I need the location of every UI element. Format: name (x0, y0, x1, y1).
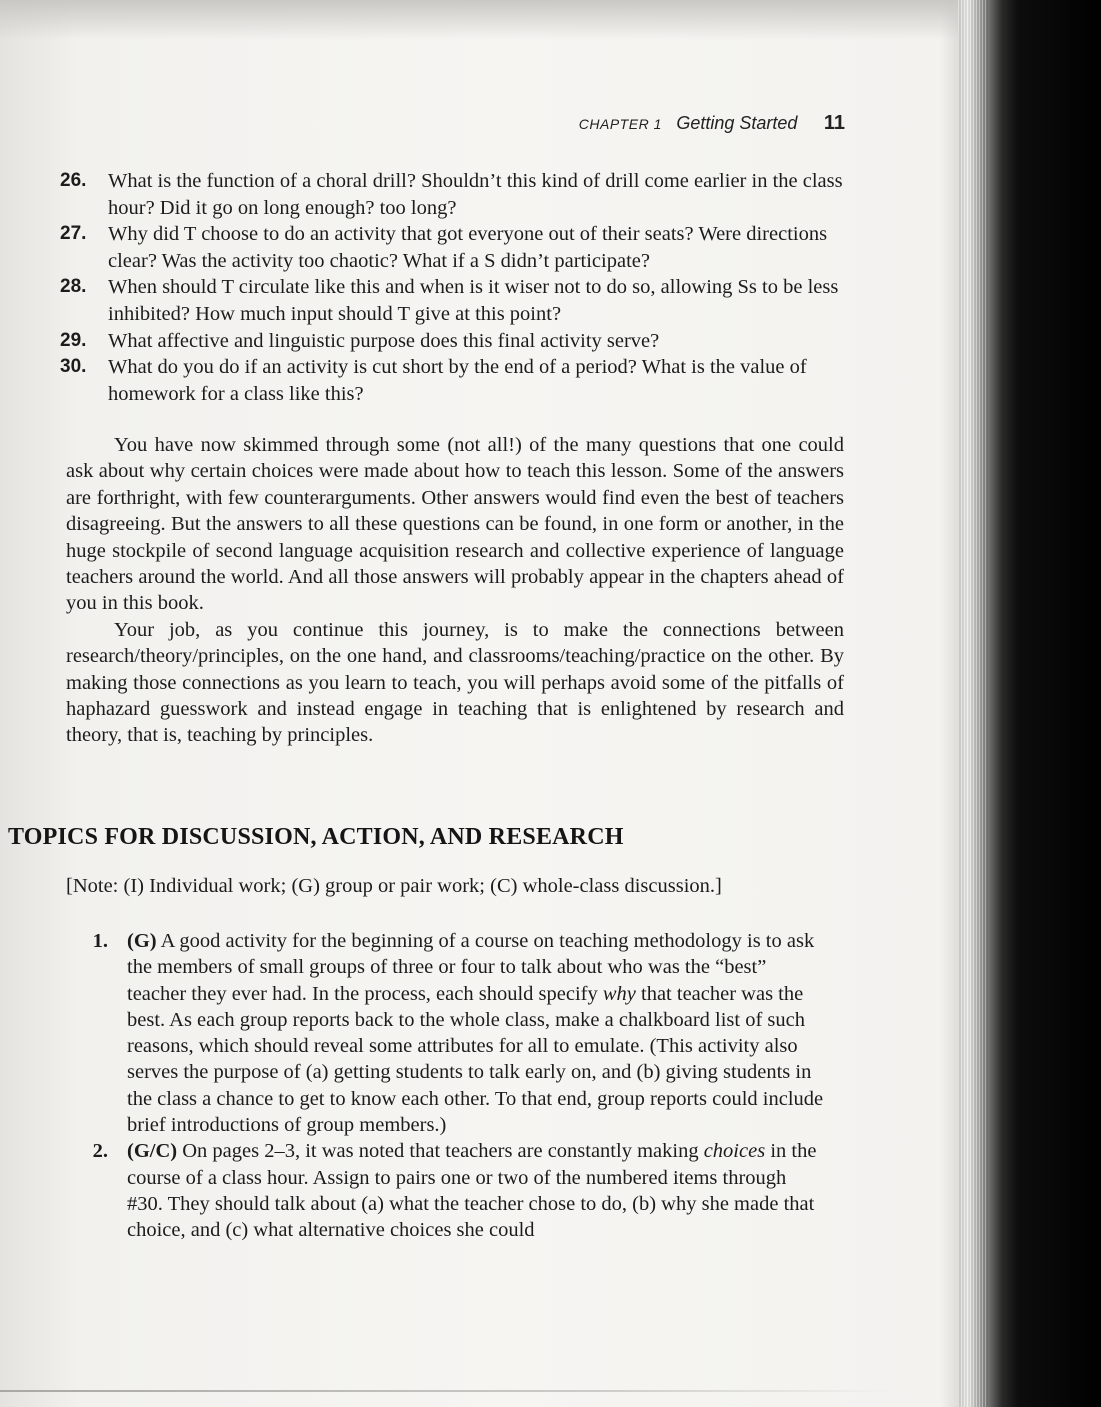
page-stack-lines (958, 0, 988, 1407)
question-number: 28. (60, 276, 87, 298)
body-text (66, 432, 844, 749)
topic-emphasis: why (602, 982, 636, 1005)
question-item (60, 354, 860, 407)
running-head (540, 112, 845, 138)
question-number: 30. (60, 356, 87, 378)
topic-text-part: A good activity for the beginning of a course on teaching methodology is to ask the members of small groups of three or four to talk about who was the “best” teacher they ever had. In the process, each should specify (127, 930, 815, 1005)
topic-item (88, 1138, 848, 1243)
chapter-label: CHAPTER 1 (578, 116, 662, 132)
question-item (60, 168, 860, 221)
topic-text-part: On pages 2–3, it was noted that teachers are constantly making (177, 1140, 704, 1163)
body-paragraph: You have now skimmed through some (not all!) of the many questions that one could ask about why certain choices were made about how to teach this lesson. Some of the answers are forthright, with few counterarguments. Other answers would find even the best of teachers disagreeing. But the answers to all these questions can be found, in one form or another, in the huge stockpile of second language acquisition research and collective experience of language teachers around the world. And all those answers will probably appear in the chapters ahead of you in this book. (66, 434, 844, 615)
topic-emphasis: choices (703, 1140, 766, 1163)
question-text: When should T circulate like this and when is it wiser not to do so, allowing Ss to be less inhibited? How much input should T give at this point? (108, 276, 839, 325)
topic-number: 1. (92, 930, 108, 952)
chapter-title: Getting Started (676, 113, 798, 133)
topic-number: 2. (92, 1140, 108, 1163)
topic-label: (G) (127, 930, 157, 952)
question-text: Why did T choose to do an activity that got everyone out of their seats? Were directions clear? Was the activity too chaotic? What if a S didn’t participate? (108, 223, 828, 272)
section-heading: TOPICS FOR DISCUSSION, ACTION, AND RESEARCH (8, 824, 624, 850)
question-item (60, 274, 860, 327)
question-text: What do you do if an activity is cut short by the end of a period? What is the value of homework for a class like this? (108, 356, 807, 405)
question-text: What is the function of a choral drill? Shouldn’t this kind of drill come earlier in the class hour? Did it go on long enough? too long? (108, 170, 843, 219)
page-number: 11 (823, 112, 845, 134)
topic-list (88, 928, 848, 1244)
question-item (60, 221, 860, 274)
body-paragraph: Your job, as you continue this journey, is to make the connections between research/theory/principles, on the one hand, and classrooms/teaching/practice on the other. By making those connections as you learn to teach, you will perhaps avoid some of the pitfalls of haphazard guesswork and instead engage in teaching that is enlightened by research and theory, that is, teaching by principles. (66, 618, 844, 747)
topic-text (127, 928, 827, 1138)
question-list (60, 168, 860, 407)
topic-text-part: in the course of a class hour. Assign to pairs one or two of the numbered items through #30. They should talk about (a) what the teacher chose to do, (b) why she made that choice, and (c) what alternative choices she could (127, 1140, 817, 1242)
note-line: [Note: (I) Individual work; (G) group or pair work; (C) whole-class discussion.] (66, 875, 722, 897)
question-item (60, 328, 860, 355)
topic-text (127, 1138, 827, 1243)
question-text: What affective and linguistic purpose does this final activity serve? (108, 329, 660, 352)
question-number: 26. (60, 170, 87, 191)
bottom-edge (0, 1390, 960, 1392)
question-number: 29. (60, 329, 87, 351)
question-number: 27. (60, 223, 87, 245)
top-shadow (0, 0, 960, 40)
topic-label: (G/C) (127, 1140, 178, 1163)
topic-text-part: that teacher was the best. As each group reports back to the whole class, make a chalkboard list of such reasons, which should reveal some attributes for all to emulate. (This activity also serves the purpose of (a) getting students to talk early on, and (b) giving students in the class a chance to get to know each other. To that end, group reports could include brief introductions of group members.) (127, 982, 824, 1137)
topic-item (88, 928, 848, 1138)
